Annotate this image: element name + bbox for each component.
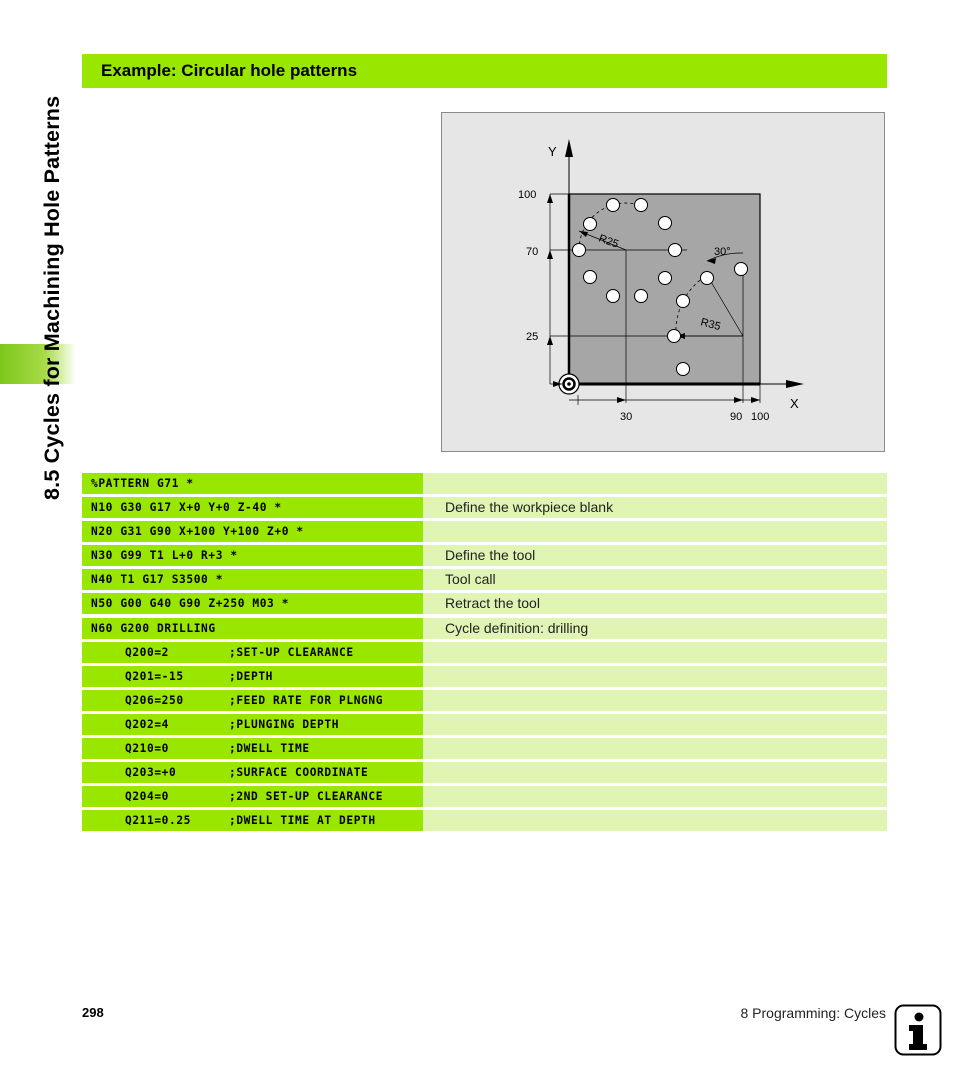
- y-tick-100: 100: [518, 189, 537, 201]
- hole: [677, 295, 690, 308]
- program-code: N50 G00 G40 G90 Z+250 M03 *: [82, 593, 423, 614]
- dim-y70-arrow: [547, 250, 553, 259]
- program-param: [82, 714, 423, 735]
- program-code: N40 T1 G17 S3500 *: [82, 569, 423, 590]
- param-comment: ;DEPTH: [229, 669, 274, 683]
- program-param: [82, 666, 423, 687]
- program-description: [423, 714, 887, 735]
- program-description: Cycle definition: drilling: [423, 618, 887, 639]
- program-row: [82, 569, 887, 590]
- dim-y100-arrow: [547, 194, 553, 203]
- program-row: [82, 786, 887, 807]
- example-header: [82, 54, 887, 88]
- label-r25: R25: [596, 232, 621, 251]
- dim-x30-arrow: [617, 397, 626, 403]
- program-code: N20 G31 G90 X+100 Y+100 Z+0 *: [82, 521, 423, 542]
- program-row: [82, 593, 887, 614]
- program-row: [82, 473, 887, 494]
- program-param: [82, 642, 423, 663]
- param-code: Q206=250: [125, 693, 184, 707]
- dim-x90-arrow: [734, 397, 743, 403]
- program-description: Define the workpiece blank: [423, 497, 887, 518]
- y-tick-70: 70: [526, 246, 539, 258]
- param-comment: ;SET-UP CLEARANCE: [229, 645, 354, 659]
- program-param: [82, 810, 423, 831]
- y-axis-label: Y: [548, 144, 557, 159]
- program-row: [82, 738, 887, 759]
- program-description: [423, 521, 887, 542]
- param-code: Q201=-15: [125, 669, 184, 683]
- hole: [668, 330, 681, 343]
- hole: [659, 217, 672, 230]
- program-description: [423, 810, 887, 831]
- example-title: Example: Circular hole patterns: [101, 61, 358, 80]
- dim-y25-arrow: [547, 336, 553, 345]
- param-comment: ;DWELL TIME: [229, 742, 310, 756]
- chapter-footer: 8 Programming: Cycles: [740, 1005, 886, 1021]
- program-row: [82, 666, 887, 687]
- hole: [607, 290, 620, 303]
- param-comment: ;SURFACE COORDINATE: [229, 766, 369, 780]
- program-row: [82, 642, 887, 663]
- label-r35: R35: [699, 316, 722, 334]
- hole-pattern-drawing: [442, 113, 886, 453]
- program-code: N10 G30 G17 X+0 Y+0 Z-40 *: [82, 497, 423, 518]
- x-axis-label: X: [790, 396, 799, 411]
- x-tick-30: 30: [620, 411, 633, 423]
- program-row: [82, 618, 887, 639]
- x-tick-100: 100: [751, 411, 770, 423]
- program-code: N30 G99 T1 L+0 R+3 *: [82, 545, 423, 566]
- hole: [635, 290, 648, 303]
- param-code: Q210=0: [125, 742, 170, 756]
- param-code: Q200=2: [125, 645, 170, 659]
- program-row: [82, 545, 887, 566]
- hole: [573, 244, 586, 257]
- program-row: [82, 762, 887, 783]
- program-description: Retract the tool: [423, 593, 887, 614]
- program-description: [423, 642, 887, 663]
- program-row: [82, 690, 887, 711]
- program-description: [423, 786, 887, 807]
- program-row: [82, 497, 887, 518]
- info-icon-graphic: [894, 1004, 942, 1056]
- x-axis-arrow: [786, 380, 804, 388]
- program-row: [82, 714, 887, 735]
- program-row: [82, 521, 887, 542]
- hole: [659, 272, 672, 285]
- param-comment: ;PLUNGING DEPTH: [229, 717, 340, 731]
- program-description: [423, 473, 887, 494]
- param-comment: ;FEED RATE FOR PLNGNG: [229, 693, 384, 707]
- hole: [607, 199, 620, 212]
- dim-x100-arrow: [751, 397, 760, 403]
- x-tick-90: 90: [730, 411, 743, 423]
- program-code: N60 G200 DRILLING: [82, 618, 423, 639]
- label-angle: 30°: [714, 246, 731, 258]
- nc-program-listing: [82, 473, 887, 834]
- program-description: Tool call: [423, 569, 887, 590]
- param-code: Q203=+0: [125, 766, 177, 780]
- hole: [635, 199, 648, 212]
- hole: [669, 244, 682, 257]
- program-code: %PATTERN G71 *: [82, 473, 423, 494]
- param-code: Q202=4: [125, 717, 170, 731]
- param-code: Q211=0.25: [125, 814, 192, 828]
- hole: [677, 363, 690, 376]
- program-description: Define the tool: [423, 545, 887, 566]
- page-number: 298: [82, 1005, 104, 1020]
- origin-dot: [567, 382, 571, 386]
- param-comment: ;2ND SET-UP CLEARANCE: [229, 790, 384, 804]
- program-description: [423, 666, 887, 687]
- y-axis-arrow: [565, 139, 573, 157]
- program-row: [82, 810, 887, 831]
- program-param: [82, 690, 423, 711]
- param-comment: ;DWELL TIME AT DEPTH: [229, 814, 376, 828]
- hole-pattern-figure: [441, 112, 885, 452]
- param-code: Q204=0: [125, 790, 170, 804]
- program-description: [423, 690, 887, 711]
- hole: [584, 271, 597, 284]
- program-param: [82, 786, 423, 807]
- section-side-title: 8.5 Cycles for Machining Hole Patterns: [40, 95, 64, 500]
- program-description: [423, 738, 887, 759]
- info-icon: [894, 1004, 942, 1056]
- program-param: [82, 738, 423, 759]
- program-param: [82, 762, 423, 783]
- y-tick-25: 25: [526, 331, 539, 343]
- hole: [584, 218, 597, 231]
- hole: [735, 263, 748, 276]
- program-description: [423, 762, 887, 783]
- hole: [701, 272, 714, 285]
